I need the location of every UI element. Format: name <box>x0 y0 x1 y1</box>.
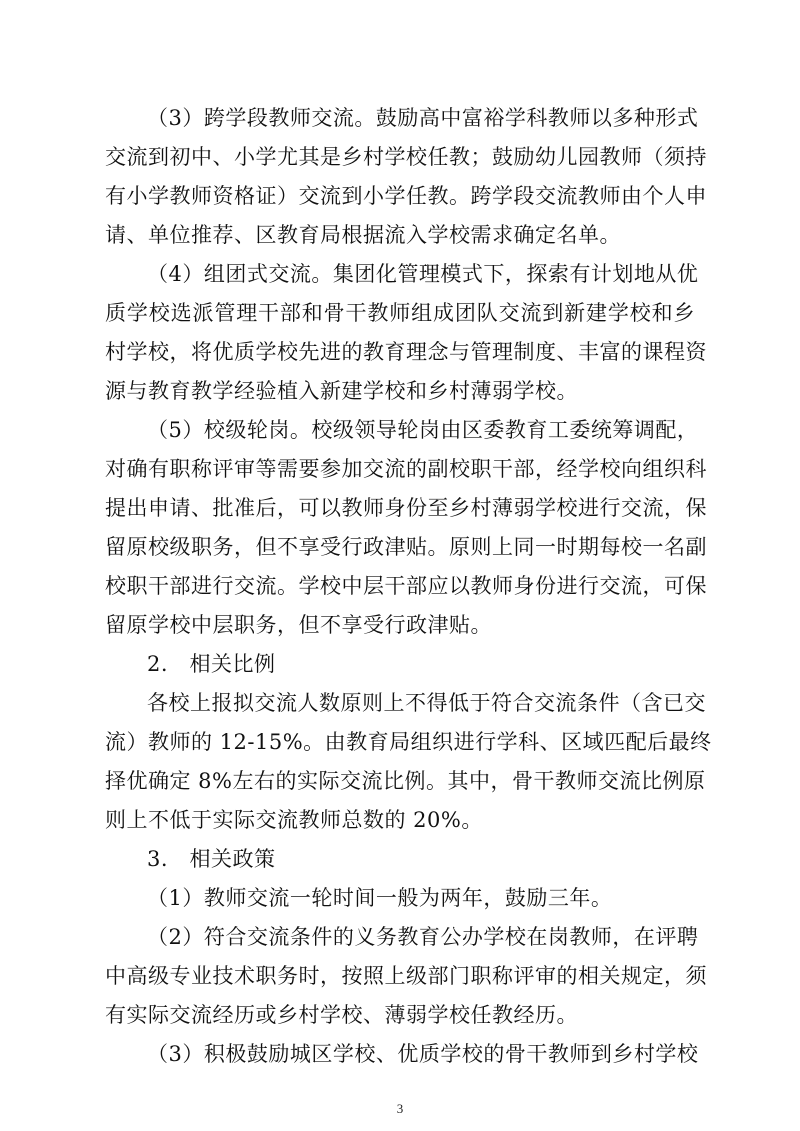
paragraph-line: 质学校选派管理干部和骨干教师组成团队交流到新建学校和乡 <box>105 301 695 325</box>
paragraph-line: （3）跨学段教师交流。鼓励高中富裕学科教师以多种形式 <box>147 106 699 130</box>
section-heading: 3. 相关政策 <box>147 847 276 871</box>
paragraph-line: 留原学校中层职务，但不享受行政津贴。 <box>105 613 492 637</box>
paragraph-line: 请、单位推荐、区教育局根据流入学校需求确定名单。 <box>105 223 621 247</box>
paragraph-line: 流）教师的 12-15%。由教育局组织进行学科、区域匹配后最终 <box>105 730 712 754</box>
paragraph-line: 提出申请、批准后，可以教师身份至乡村薄弱学校进行交流，保 <box>105 496 707 520</box>
paragraph-line: 则上不低于实际交流教师总数的 20%。 <box>105 808 483 832</box>
paragraph-line: （2）符合交流条件的义务教育公办学校在岗教师，在评聘 <box>147 925 699 949</box>
paragraph-line: 有实际交流经历或乡村学校、薄弱学校任教经历。 <box>105 1003 578 1027</box>
paragraph-line: （5）校级轮岗。校级领导轮岗由区委教育工委统筹调配， <box>147 418 699 442</box>
paragraph-line: 源与教育教学经验植入新建学校和乡村薄弱学校。 <box>105 379 578 403</box>
paragraph-line: 有小学教师资格证）交流到小学任教。跨学段交流教师由个人申 <box>105 184 707 208</box>
section-heading: 2. 相关比例 <box>147 652 276 676</box>
paragraph-line: （4）组团式交流。集团化管理模式下，探索有计划地从优 <box>147 262 699 286</box>
paragraph-line: （3）积极鼓励城区学校、优质学校的骨干教师到乡村学校 <box>147 1042 699 1066</box>
paragraph-line: 对确有职称评审等需要参加交流的副校职干部，经学校向组织科 <box>105 457 707 481</box>
paragraph-line: 各校上报拟交流人数原则上不得低于符合交流条件（含已交 <box>147 691 706 715</box>
paragraph-line: 村学校，将优质学校先进的教育理念与管理制度、丰富的课程资 <box>105 340 707 364</box>
paragraph-line: 交流到初中、小学尤其是乡村学校任教；鼓励幼儿园教师（须持 <box>105 145 707 169</box>
paragraph-line: 留原校级职务，但不享受行政津贴。原则上同一时期每校一名副 <box>105 535 707 559</box>
page-number: 3 <box>396 1101 404 1116</box>
paragraph-line: （1）教师交流一轮时间一般为两年，鼓励三年。 <box>147 886 613 910</box>
paragraph-line: 校职干部进行交流。学校中层干部应以教师身份进行交流，可保 <box>105 574 707 598</box>
paragraph-line: 中高级专业技术职务时，按照上级部门职称评审的相关规定，须 <box>105 964 707 988</box>
paragraph-line: 择优确定 8%左右的实际交流比例。其中，骨干教师交流比例原 <box>105 769 706 793</box>
